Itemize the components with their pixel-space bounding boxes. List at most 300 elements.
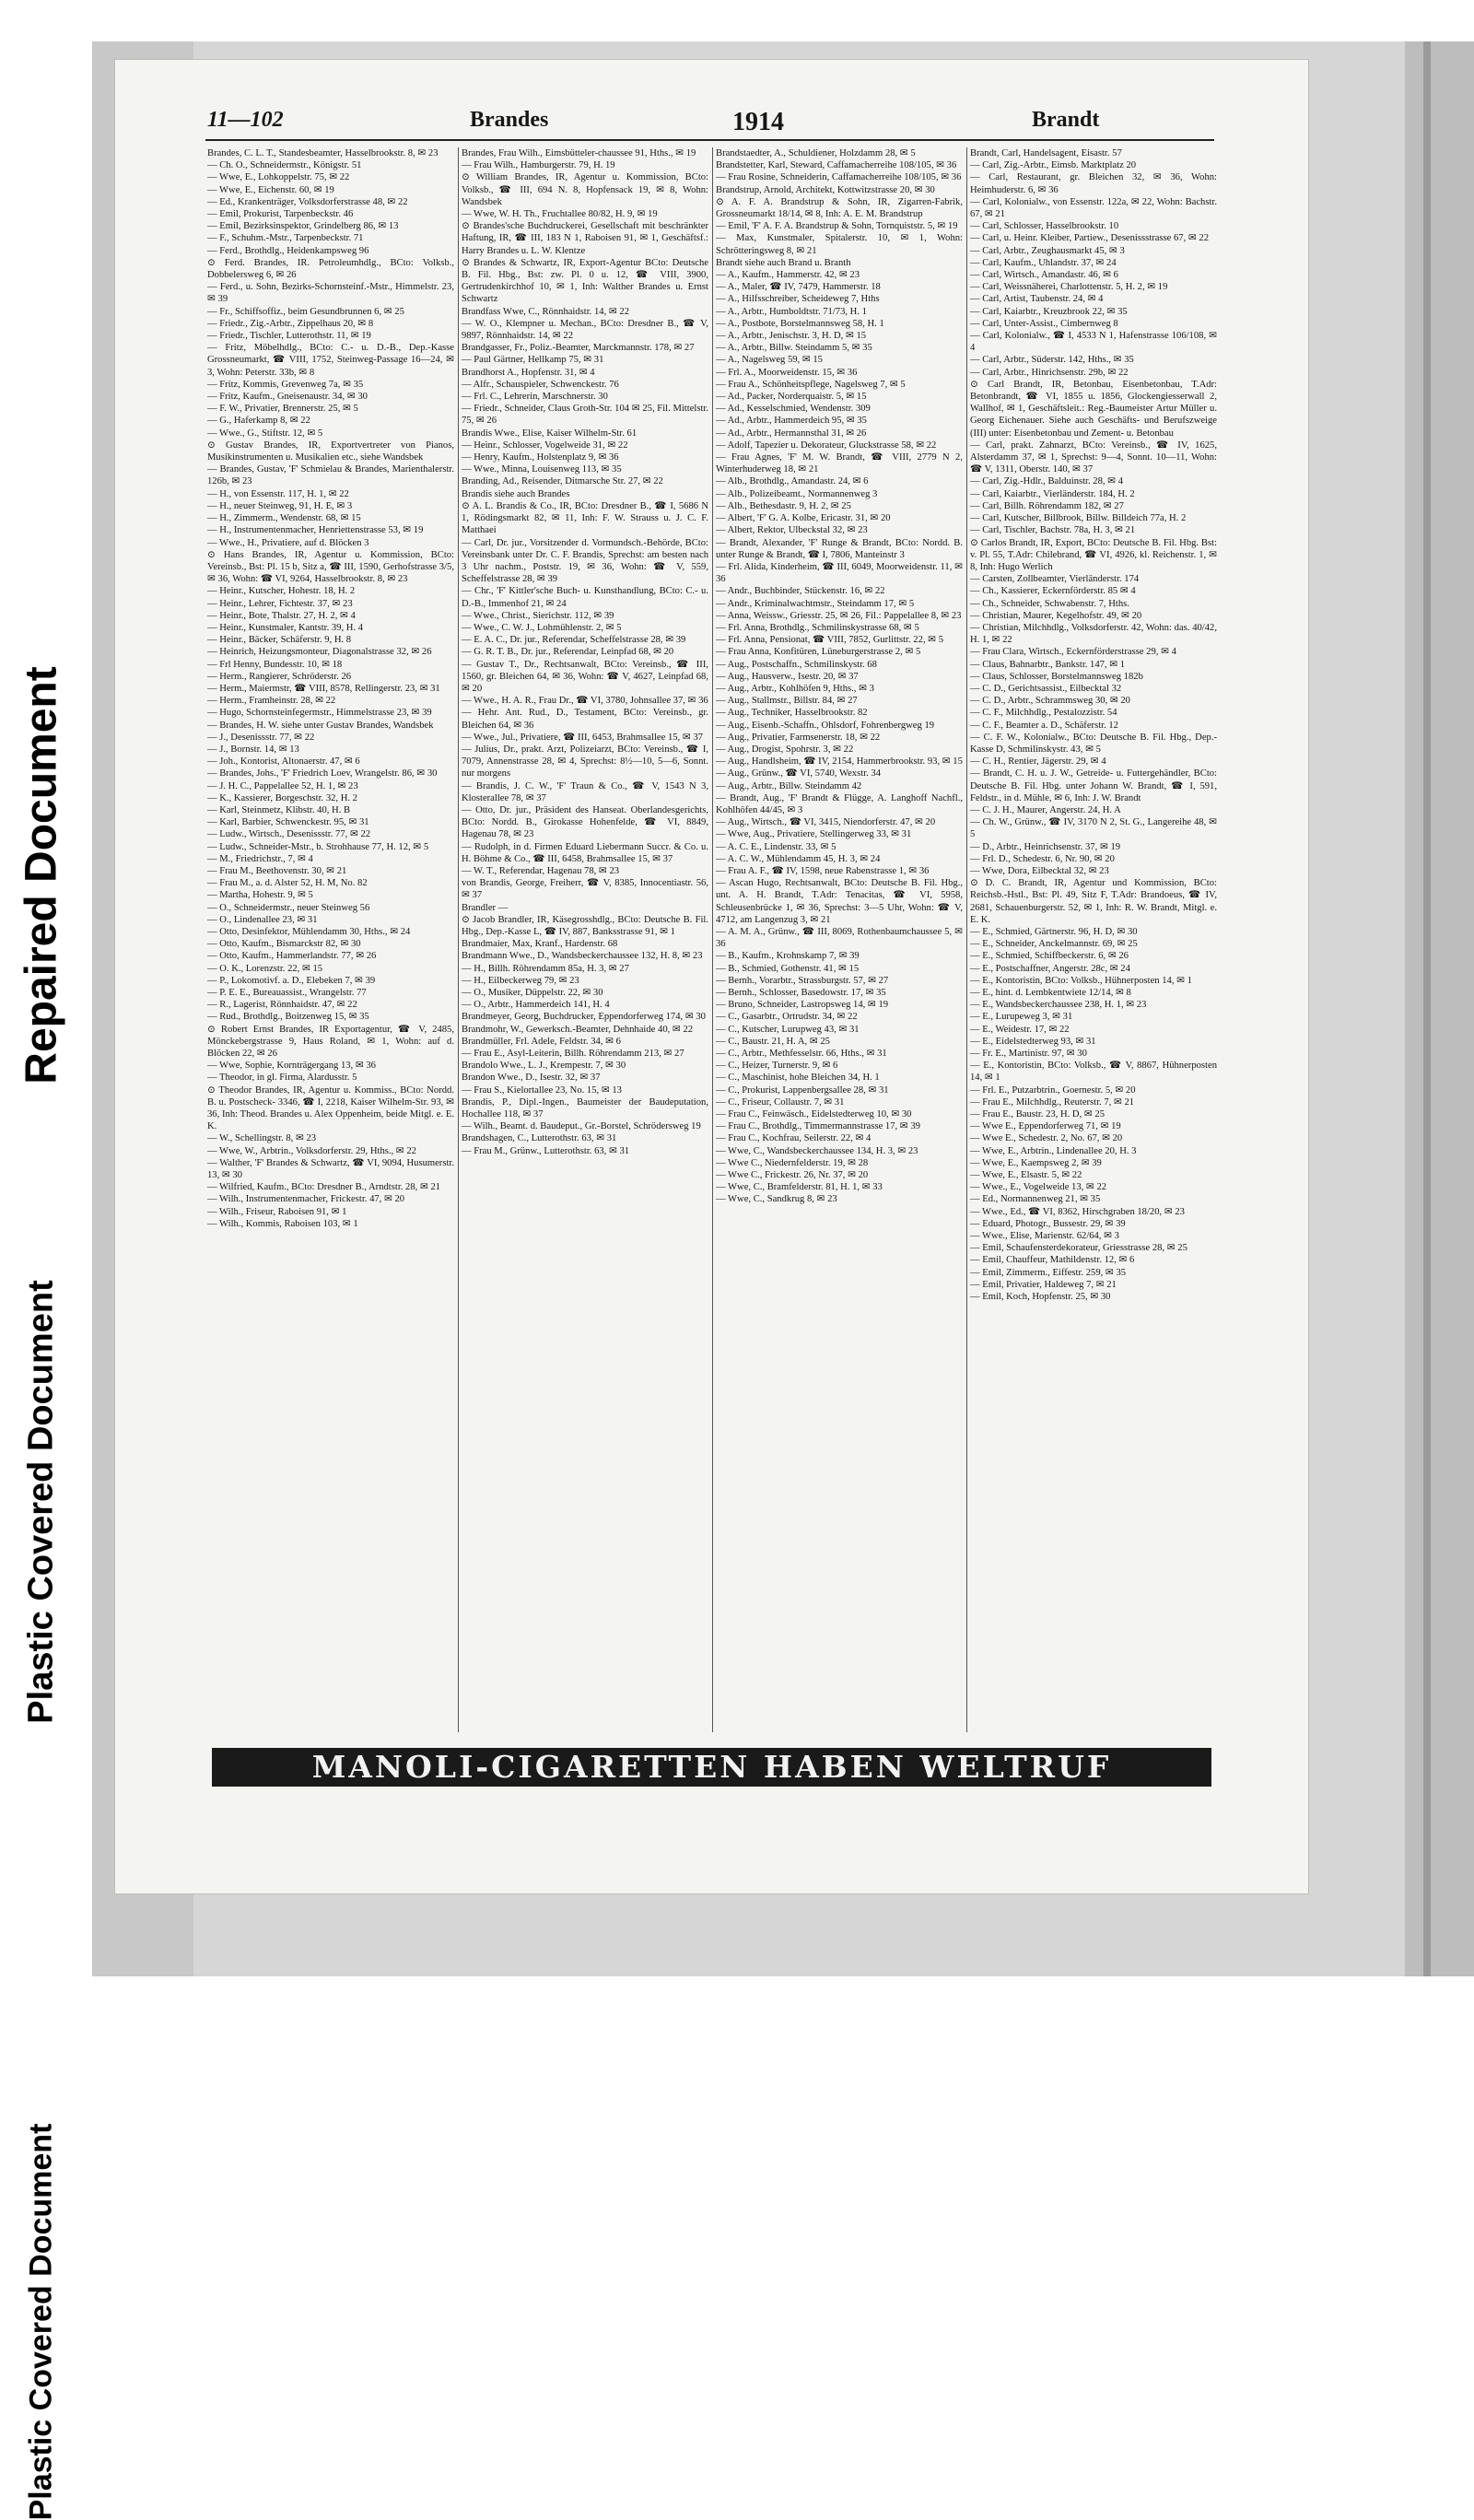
directory-entry: — R., Lagerist, Rönnhaidstr. 47, ✉ 22: [207, 1000, 357, 1011]
directory-entry: — A., Arbtr., Jenischstr. 3, H. D, ✉ 15: [716, 331, 867, 342]
directory-entry: — E., Schneider, Anckelmannstr. 69, ✉ 25: [970, 939, 1138, 950]
directory-entry: — Aug., Grünw., ☎ VI, 5740, Wexstr. 34: [716, 768, 881, 779]
directory-entry: Brandon Wwe., D., Isestr. 32, ✉ 37: [462, 1072, 601, 1084]
directory-entry: — Carl, Arbtr., Süderstr. 142, Hths., ✉ 35: [970, 355, 1134, 366]
directory-entry: Brandis Wwe., Elise, Kaiser Wilhelm-Str. 61: [462, 428, 638, 439]
directory-entry: — Friedr., Zig.-Arbtr., Zippelhaus 20, ✉ 8: [207, 318, 374, 329]
directory-entry: — Wwe., Minna, Louisenweg 113, ✉ 35: [462, 464, 622, 475]
directory-entry: — Karl, Barbier, Schwenckestr. 95, ✉ 31: [207, 817, 369, 828]
directory-entry: — Ad., Arbtr., Hermannsthal 31, ✉ 26: [716, 428, 867, 439]
directory-entry: ⊙ Carl Brandt, IR, Betonbau, Eisenbetonbau, T.Adr: Betonbrandt, ☎ VI, 1855 u. 1856, Glockengiesserwall 2, Wallhof, ✉ 1, Geschäftsleit.: Reg.-Baumeister Artur Müller u. Georg Eichenauer. Siehe auch Geschäfts- und Berufszweige (III) unter: Eisenbetonbau und Zement- u. Betonbau: [970, 379, 1217, 439]
directory-entry: — Wwe, C., Bramfelderstr. 81, H. 1, ✉ 33: [716, 1182, 883, 1193]
directory-entry: — Frl. Alida, Kinderheim, ☎ III, 6049, Moorweidenstr. 11, ✉ 36: [716, 561, 963, 585]
directory-entry: — B., Kaufm., Krohnskamp 7, ✉ 39: [716, 951, 860, 962]
directory-entry: — Frl. E., Putzarbtrin., Goernestr. 5, ✉ 20: [970, 1084, 1136, 1096]
directory-entry: — Emil, 'F' A. F. A. Brandstrup & Sohn, Tornquiststr. 5, ✉ 19: [716, 221, 958, 232]
directory-entry: — E., Schmied, Schiffbeckerstr. 6, ✉ 26: [970, 951, 1129, 962]
directory-entry: — Ad., Arbtr., Hammerdeich 95, ✉ 35: [716, 416, 867, 427]
directory-entry: — Heinr., Bote, Thalstr. 27, H. 2, ✉ 4: [207, 610, 356, 621]
directory-entry: — Wwe, W., Arbtrin., Volksdorferstr. 29, Hths., ✉ 22: [207, 1145, 416, 1156]
directory-entry: — O., Lindenallee 23, ✉ 31: [207, 914, 318, 925]
adjacent-page-edge: [1405, 41, 1474, 1976]
directory-entry: — Carl, u. Heinr. Kleiber, Partiew., Desenissstrasse 67, ✉ 22: [970, 233, 1210, 244]
directory-entry: — C., Kutscher, Lurupweg 43, ✉ 31: [716, 1024, 860, 1035]
directory-entry: — Andr., Buchbinder, Stückenstr. 16, ✉ 22: [716, 586, 885, 597]
directory-entry: — E., Weidestr. 17, ✉ 22: [970, 1024, 1070, 1035]
directory-entry: — O. K., Lorenzstr. 22, ✉ 15: [207, 963, 323, 974]
directory-entry: — Frl. Anna, Brothdlg., Schmilinskystrasse 68, ✉ 5: [716, 622, 919, 633]
directory-entry: — G., Haferkamp 8, ✉ 22: [207, 416, 310, 427]
directory-entry: — C., Maschinist, hohe Bleichen 34, H. 1: [716, 1072, 880, 1084]
directory-entry: — Brandes, Johs., 'F' Friedrich Loev, Wrangelstr. 86, ✉ 30: [207, 768, 438, 779]
directory-entry: — Wilfried, Kaufm., BCto: Dresdner B., Arndtstr. 28, ✉ 21: [207, 1182, 441, 1193]
directory-entry: — A., Arbtr., Humboldtstr. 71/73, H. 1: [716, 306, 867, 317]
directory-entry: — Frau E., Asyl-Leiterin, Billh. Röhrendamm 213, ✉ 27: [462, 1049, 684, 1060]
directory-entry: — Albert, Rektor, Ulbeckstal 32, ✉ 23: [716, 525, 868, 536]
directory-entry: — Eduard, Photogr., Bussestr. 29, ✉ 39: [970, 1218, 1126, 1229]
directory-entry: — Fr., Schiffsoffiz., beim Gesundbrunnen 6, ✉ 25: [207, 306, 404, 317]
directory-entry: — Hehr. Ant. Rud., D., Testament, BCto: Vereinsb., gr. Bleichen 64, ✉ 36: [462, 708, 708, 731]
directory-entry: — E., Wandsbeckerchaussee 238, H. 1, ✉ 23: [970, 1000, 1147, 1011]
directory-entry: — Wwe, E., Kaempsweg 2, ✉ 39: [970, 1157, 1102, 1168]
directory-entry: — Friedr., Tischler, Lutterothstr. 11, ✉ 19: [207, 331, 371, 342]
directory-entry: ⊙ A. F. A. Brandstrup & Sohn, IR, Zigarren-Fabrik, Grossneumarkt 18/14, ✉ 8, Inh: A. E. M. Brandstrup: [716, 196, 963, 220]
directory-entry: — Emil, Koch, Hopfenstr. 25, ✉ 30: [970, 1292, 1111, 1303]
directory-entry: — Wwe., H. A. R., Frau Dr., ☎ VI, 3780, Johnsallee 37, ✉ 36: [462, 696, 708, 707]
directory-entry: — Gustav T., Dr., Rechtsanwalt, BCto: Vereinsb., ☎ III, 1560, gr. Bleichen 64, ✉ 36, Wohn: ☎ V, 4627, Leinpfad 68, ✉ 20: [462, 659, 708, 694]
directory-entry: Brandshagen, C., Lutterothstr. 63, ✉ 31: [462, 1133, 617, 1144]
side-labels: [0, 666, 83, 2520]
directory-entry: — Frau S., Kielortallee 23, No. 15, ✉ 13: [462, 1084, 622, 1096]
directory-entry: Brandstrup, Arnold, Architekt, Kottwitzstrasse 20, ✉ 30: [716, 184, 935, 195]
directory-entry: — Heinr., Kunstmaler, Kantstr. 39, H. 4: [207, 622, 364, 633]
directory-entry: Brandes, Frau Wilh., Eimsbütteler-chaussee 91, Hths., ✉ 19: [462, 148, 696, 158]
directory-entry: — Wwe, Sophie, Kornträgergang 13, ✉ 36: [207, 1061, 376, 1072]
directory-entry: ⊙ Gustav Brandes, IR, Exportvertreter von Pianos, Musikinstrumenten u. Musikalien etc., siehe Wandsbek: [207, 440, 454, 463]
directory-entry: — E. A. C., Dr. jur., Referendar, Scheffelstrasse 28, ✉ 39: [462, 635, 686, 646]
directory-entry: — Wwe E., Eppendorferweg 71, ✉ 19: [970, 1121, 1121, 1132]
directory-entry: — O., Schneidermstr., neuer Steinweg 56: [207, 902, 370, 913]
directory-entry: ⊙ Theodor Brandes, IR, Agentur u. Kommiss., BCto: Nordd. B. u. Postscheck- 3346, ☎ I, 2218, Kaiser Wilhelm-Str. 93, ✉ 36, Inh: Theod. Brandes u. Alex Oppenheim, beide Mitgl. e. E. K.: [207, 1084, 454, 1132]
page-number: 11—102: [207, 108, 284, 132]
directory-entry: — A., Arbtr., Billw. Steindamm 5, ✉ 35: [716, 343, 872, 354]
directory-entry: — Heinr., Lehrer, Fichtestr. 37, ✉ 23: [207, 598, 353, 609]
directory-entry: — Wwe, W. H. Th., Fruchtallee 80/82, H. 9, ✉ 19: [462, 209, 658, 220]
directory-entry: — Frau M., a. d. Alster 52, H. M, No. 82: [207, 878, 368, 889]
directory-entry: — Wilh., Friseur, Raboisen 91, ✉ 1: [207, 1206, 347, 1217]
directory-entry: — J., Desenissstr. 77, ✉ 22: [207, 732, 315, 743]
directory-entry: — Rud., Brothdlg., Boitzenweg 15, ✉ 35: [207, 1012, 369, 1023]
directory-entry: — Aug., Techniker, Hasselbrookstr. 82: [716, 708, 868, 719]
directory-entry: — O., Musiker, Düppelstr. 22, ✉ 30: [462, 988, 603, 999]
directory-entry: — Martha, Hohestr. 9, ✉ 5: [207, 890, 313, 901]
directory-entry: — A. C. W., Mühlendamm 45, H. 3, ✉ 24: [716, 853, 881, 864]
directory-entry: — Wwe, E., Eichenstr. 60, ✉ 19: [207, 184, 334, 195]
directory-entry: — Herm., Framheinstr. 28, ✉ 22: [207, 696, 336, 707]
directory-entry: — Aug., Arbtr., Billw. Steindamm 42: [716, 780, 862, 791]
directory-entry: — A., Hilfsschreiber, Scheideweg 7, Hths: [716, 294, 880, 305]
column-2: [462, 147, 708, 1732]
directory-entry: — Heinrich, Heizungsmonteur, Diagonalstrasse 32, ✉ 26: [207, 647, 432, 658]
directory-entry: — Wwe., Elise, Marienstr. 62/64, ✉ 3: [970, 1231, 1119, 1242]
directory-entry: — M., Friedrichstr., 7, ✉ 4: [207, 853, 313, 864]
directory-entry: — Frau Anna, Konfitüren, Lüneburgerstrasse 2, ✉ 5: [716, 647, 921, 658]
directory-entry: von Brandis, George, Freiherr, ☎ V, 8385, Innocentiastr. 56, ✉ 37: [462, 878, 708, 901]
directory-entry: — E., Kontoristin, BCto: Volksb., ☎ V, 8867, Hühnerposten 14, ✉ 1: [970, 1061, 1217, 1084]
directory-entry: Brandis siehe auch Brandes: [462, 488, 570, 499]
directory-entry: — E., Postschaffner, Angerstr. 28c, ✉ 24: [970, 963, 1130, 974]
directory-entry: — H., Eilbeckerweg 79, ✉ 23: [462, 975, 579, 986]
directory-entry: — Frl. C., Lehrerin, Marschnerstr. 30: [462, 392, 608, 403]
directory-entry: — Claus, Schlosser, Borstelmannsweg 182b: [970, 671, 1143, 682]
running-head-first: Brandes: [470, 108, 549, 132]
plastic-covered-label-2: Plastic Covered Document: [23, 2123, 59, 2520]
directory-entry: — Frl Henny, Bundesstr. 10, ✉ 18: [207, 659, 343, 670]
directory-entry: — Fritz, Kaufm., Gneisenaustr. 34, ✉ 30: [207, 392, 368, 403]
directory-entry: Brandstetter, Karl, Steward, Caffamacherreihe 108/105, ✉ 36: [716, 160, 957, 171]
directory-entry: — Wwe., Ed., ☎ VI, 8362, Hirschgraben 18/20, ✉ 23: [970, 1206, 1185, 1217]
directory-entry: Brandolo Wwe., L. J., Krempestr. 7, ✉ 30: [462, 1061, 626, 1072]
directory-entry: Branding, Ad., Reisender, Ditmarsche Str. 27, ✉ 22: [462, 476, 663, 487]
directory-entry: — Hugo, Schornsteinfegermstr., Himmelstrasse 23, ✉ 39: [207, 708, 432, 719]
directory-entry: — H., von Essenstr. 117, H. 1, ✉ 22: [207, 488, 349, 499]
directory-entry: — Fr. E., Martinistr. 97, ✉ 30: [970, 1049, 1087, 1060]
directory-entry: — Christian, Milchhdlg., Volksdorferstr. 42, Wohn: das. 40/42, H. 1, ✉ 22: [970, 622, 1217, 646]
directory-entry: — Wwe., Christ., Sierichstr. 112, ✉ 39: [462, 610, 614, 621]
directory-entry: — E., Schmied, Gärtnerstr. 96, H. D, ✉ 30: [970, 927, 1138, 937]
directory-entry: — E., Kontoristin, BCto: Volksb., Hühnerposten 14, ✉ 1: [970, 975, 1192, 986]
directory-entry: — E., hint. d. Lembkentwiete 12/14, ✉ 8: [970, 988, 1131, 999]
directory-entry: — Brandes, Gustav, 'F' Schmielau & Brandes, Marienthalerstr. 126b, ✉ 23: [207, 464, 454, 487]
directory-entry: ⊙ William Brandes, IR, Agentur u. Kommission, BCto: Volksb., ☎ III, 694 N. 8, Hopfensack 19, ✉ 8, Wohn: Wandsbek: [462, 172, 708, 207]
directory-entry: — C. F., Milchhdlg., Pestalozzistr. 54: [970, 708, 1117, 719]
directory-entry: — Carl, Dr. jur., Vorsitzender d. Vormundsch.-Behörde, BCto: Vereinsbank unter Dr. C. F. Brandis, Sprechst: am besten nach 3 Uhr nachm., Poststr. 19, ✉ 36, Wohn: ☎ V, 559, Scheffelstrasse 28, ✉ 39: [462, 537, 708, 585]
directory-entry: — Bruno, Schneider, Lastropsweg 14, ✉ 19: [716, 1000, 889, 1011]
directory-entry: — Carl, Zig.-Arbtr., Eimsb. Marktplatz 20: [970, 160, 1137, 171]
directory-entry: — Aug., Arbtr., Kohlhöfen 9, Hths., ✉ 3: [716, 683, 874, 694]
column-4: [970, 147, 1217, 1732]
directory-entry: Brandstaedter, A., Schuldiener, Holzdamm 28, ✉ 5: [716, 148, 916, 158]
directory-entry: — Wilh., Instrumentenmacher, Frickestr. 47, ✉ 20: [207, 1194, 405, 1205]
directory-entry: — Wwe., C. W. J., Lohmühlenstr. 2, ✉ 5: [462, 622, 622, 633]
directory-entry: — Otto, Dr. jur., Präsident des Hanseat. Oberlandesgerichts, BCto: Nordd. B., Girokasse Hohenfelde, ☎ VI, 8849, Hagenau 78, ✉ 23: [462, 804, 708, 840]
directory-entry: — Emil, Prokurist, Tarpenbeckstr. 46: [207, 209, 354, 220]
directory-entry: — Ad., Packer, Norderquaistr. 5, ✉ 15: [716, 392, 867, 403]
directory-entry: — A., Nagelsweg 59, ✉ 15: [716, 355, 823, 366]
directory-entry: — Wwe., H., Privatiere, auf d. Blöcken 3: [207, 537, 369, 548]
directory-entry: — Ed., Normannenweg 21, ✉ 35: [970, 1194, 1101, 1205]
directory-entry: — Paul Gärtner, Hellkamp 75, ✉ 31: [462, 355, 604, 366]
directory-entry: — Frau C., Feinwäsch., Eidelstedterweg 10, ✉ 30: [716, 1109, 912, 1120]
directory-entry: — Ludw., Wirtsch., Desenissstr. 77, ✉ 22: [207, 829, 371, 840]
directory-entry: — Otto, Desinfektor, Mühlendamm 30, Hths., ✉ 24: [207, 927, 411, 937]
directory-entry: — Wwe., G., Stiftstr. 12, ✉ 5: [207, 428, 323, 439]
directory-entry: — Carl, prakt. Zahnarzt, BCto: Vereinsb., ☎ IV, 1625, Alsterdamm 37, ✉ 1, Sprechst: 9—4, Sonnt. 10—11, Wohn: ☎ V, 1311, Oberstr. 140, ✉ 37: [970, 440, 1217, 475]
directory-entry: — Ferd., Brothdlg., Heidenkampsweg 96: [207, 245, 369, 256]
directory-entry: — D., Arbtr., Heinrichsenstr. 37, ✉ 19: [970, 841, 1121, 852]
directory-entry: — O., Arbtr., Hammerdeich 141, H. 4: [462, 1000, 610, 1011]
directory-entry: Brandmaier, Max, Kranf., Hardenstr. 68: [462, 939, 618, 950]
directory-entry: — Ludw., Schneider-Mstr., b. Strohhause 77, H. 12, ✉ 5: [207, 841, 429, 852]
directory-entry: — Carl, Weissnäherei, Charlottenstr. 5, H. 2, ✉ 19: [970, 282, 1168, 293]
directory-entry: — C., Heizer, Turnerstr. 9, ✉ 6: [716, 1061, 838, 1072]
directory-entry: — H., neuer Steinweg, 91, H. E, ✉ 3: [207, 500, 353, 511]
directory-entry: — W. O., Klempner u. Mechan., BCto: Dresdner B., ☎ V, 9897, Rönnhaidstr. 14, ✉ 22: [462, 318, 708, 342]
directory-entry: — Carl, Zig.-Hdlr., Balduinstr. 28, ✉ 4: [970, 476, 1124, 487]
directory-entry: — G. R. T. B., Dr. jur., Referendar, Leinpfad 68, ✉ 20: [462, 647, 674, 658]
directory-entry: — E., Eidelstedterweg 93, ✉ 31: [970, 1036, 1096, 1047]
directory-entry: — Wwe C., Niedernfelderstr. 19, ✉ 28: [716, 1157, 869, 1168]
directory-entry: — Heinr., Schlosser, Vogelweide 31, ✉ 22: [462, 440, 628, 451]
directory-entry: — Wwe C., Frickestr. 26, Nr. 37, ✉ 20: [716, 1170, 869, 1181]
directory-entry: — H., Billh. Röhrendamm 85a, H. 3, ✉ 27: [462, 963, 629, 974]
directory-entry: Brandhorst A., Hopfenstr. 31, ✉ 4: [462, 367, 595, 378]
directory-entry: — Carl, Arbtr., Zeughausmarkt 45, ✉ 3: [970, 245, 1125, 256]
directory-entry: — Brandes, H. W. siehe unter Gustav Brandes, Wandsbek: [207, 720, 434, 731]
directory-entry: — Frau Wilh., Hamburgerstr. 79, H. 19: [462, 160, 615, 171]
directory-entry: — Henry, Kaufm., Holstenplatz 9, ✉ 36: [462, 452, 619, 463]
directory-columns: [207, 147, 1216, 1732]
directory-entry: — Alfr., Schauspieler, Schwenckestr. 76: [462, 379, 619, 390]
directory-entry: — A. C. E., Lindenstr. 33, ✉ 5: [716, 841, 836, 852]
directory-entry: — F., Schuhm.-Mstr., Tarpenbeckstr. 71: [207, 233, 364, 244]
directory-entry: — Wwe, E., Arbtrin., Lindenallee 20, H. 3: [970, 1145, 1137, 1156]
page-header: [207, 108, 1221, 135]
directory-entry: — Frau M., Grünw., Lutterothstr. 63, ✉ 31: [462, 1145, 630, 1156]
directory-entry: — Frau Clara, Wirtsch., Eckernförderstrasse 29, ✉ 4: [970, 647, 1176, 658]
directory-entry: — C., Gasarbtr., Ortrudstr. 34, ✉ 22: [716, 1012, 858, 1023]
directory-entry: — Carl, Tischler, Bachstr. 78a, H. 3, ✉ 21: [970, 525, 1136, 536]
directory-entry: — Otto, Kaufm., Bismarckstr 82, ✉ 30: [207, 939, 361, 950]
directory-entry: — Carl, Wirtsch., Amandastr. 46, ✉ 6: [970, 270, 1118, 281]
directory-entry: — Wwe., Jul., Privatiere, ☎ III, 6453, Brahmsallee 15, ✉ 37: [462, 732, 703, 743]
directory-entry: — Carl, Kaiarbtr., Vierländerstr. 184, H. 2: [970, 488, 1135, 499]
directory-entry: — Heinr., Kutscher, Hohestr. 18, H. 2: [207, 586, 356, 597]
directory-entry: ⊙ D. C. Brandt, IR, Agentur und Kommission, BCto: Reichsb.-Hstl., Bst: Pl. 49, Sitz F, T.Adr: Brandoeus, ☎ IV, 2681, Schauenburgerstr. 52, ✉ 1, Inh: R. W. Brandt, Mitgl. e. E. K.: [970, 878, 1217, 925]
directory-entry: — Ch., Kassierer, Eckernförderstr. 85 ✉ 4: [970, 586, 1136, 597]
directory-entry: — Friedr., Schneider, Claus Groth-Str. 104 ✉ 25, Fil. Mittelstr. 75, ✉ 26: [462, 404, 708, 427]
directory-entry: — C., Prokurist, Lappenbergsallee 28, ✉ 31: [716, 1084, 889, 1096]
directory-entry: — A. M. A., Grünw., ☎ III, 8069, Rothenbaumchaussee 5, ✉ 36: [716, 927, 963, 950]
directory-entry: — Frl. A., Moorweidenstr. 15, ✉ 36: [716, 367, 858, 378]
directory-entry: — Karl, Steinmetz, Klibstr. 40, H. B: [207, 804, 351, 815]
directory-entry: — Aug., Eisenb.-Schaffn., Ohlsdorf, Fohrenbergweg 19: [716, 720, 935, 731]
directory-entry: ⊙ Jacob Brandler, IR, Käsegrosshdlg., BCto: Deutsche B. Fil. Hbg., Dep.-Kasse L, ☎ IV, 887, Banksstrasse 91, ✉ 1: [462, 914, 708, 937]
directory-entry: — Albert, 'F' G. A. Kolbe, Ericastr. 31, ✉ 20: [716, 513, 891, 524]
directory-entry: Brandis, P., Dipl.-Ingen., Baumeister der Baudeputation, Hochallee 118, ✉ 37: [462, 1096, 708, 1120]
directory-entry: Brandmann Wwe., D., Wandsbeckerchaussee 132, H. 8, ✉ 23: [462, 951, 703, 962]
directory-entry: — C. D., Arbtr., Schrammsweg 30, ✉ 20: [970, 696, 1130, 707]
directory-entry: — Carl, Kolonialw., von Essenstr. 122a, ✉ 22, Wohn: Bachstr. 67, ✉ 21: [970, 196, 1217, 220]
directory-entry: — Ch., Schneider, Schwabenstr. 7, Hths.: [970, 598, 1129, 609]
directory-entry: ⊙ Hans Brandes, IR, Agentur u. Kommission, BCto: Vereinsb., Bst: Pl. 15 b, Sitz a, ☎ III, 1590, Gerhofstrasse 3/5, ✉ 36, Wohn: ☎ VI, 9264, Hasselbrookstr. 8, ✉ 23: [207, 549, 454, 585]
directory-entry: ⊙ Carlos Brandt, IR, Export, BCto: Deutsche B. Fil. Hbg. Bst: v. Pl. 55, T.Adr: Chilebrand, ☎ VI, 4926, kl. Reichenstr. 1, ✉ 8, Inh: Hugo Werlich: [970, 537, 1217, 572]
directory-entry: — Carl, Arbtr., Hinrichsenstr. 29b, ✉ 22: [970, 367, 1129, 378]
directory-entry: Brandt, Carl, Handelsagent, Eisastr. 57: [970, 148, 1122, 158]
directory-entry: — Herm., Maiermstr, ☎ VIII, 8578, Rellingerstr. 23, ✉ 31: [207, 683, 440, 694]
directory-entry: — C. H., Rentier, Jägerstr. 29, ✉ 4: [970, 756, 1106, 768]
directory-entry: — Carsten, Zollbeamter, Vierländerstr. 174: [970, 574, 1140, 585]
directory-entry: Brandes, C. L. T., Standesbeamter, Hasselbrookstr. 8, ✉ 23: [207, 148, 439, 158]
directory-entry: — Otto, Kaufm., Hammerlandstr. 77, ✉ 26: [207, 951, 377, 962]
directory-entry: — Wwe, Dora, Eilbecktal 32, ✉ 23: [970, 865, 1109, 876]
directory-entry: — Emil, Zimmerm., Eiffestr. 259, ✉ 35: [970, 1267, 1127, 1278]
directory-entry: — H., Instrumentenmacher, Henriettenstrasse 53, ✉ 19: [207, 525, 424, 536]
repaired-document-label: Repaired Document: [17, 666, 66, 1084]
directory-entry: Brandmohr, W., Gewerksch.-Beamter, Dehnhaide 40, ✉ 22: [462, 1024, 694, 1035]
directory-entry: — W. T., Referendar, Hagenau 78, ✉ 23: [462, 865, 620, 876]
directory-entry: — Heinr., Bäcker, Schäferstr. 9, H. 8: [207, 635, 352, 646]
directory-entry: — Emil, Chauffeur, Mathildenstr. 12, ✉ 6: [970, 1255, 1135, 1266]
directory-entry: — Wwe, Aug., Privatiere, Stellingerweg 33, ✉ 31: [716, 829, 912, 840]
directory-entry: — K., Kassierer, Borgeschstr. 32, H. 2: [207, 792, 357, 803]
directory-entry: — Julius, Dr., prakt. Arzt, Polizeiarzt, BCto: Vereinsb., ☎ I, 7079, Annenstrasse 28, ✉ 4, Sprechst: 8½—10, 5—6, Sonnt. nur morgens: [462, 744, 708, 779]
directory-entry: — Carl, Unter-Assist., Cimbernweg 8: [970, 318, 1118, 329]
directory-entry: — Theodor, in gl. Firma, Alardusstr. 5: [207, 1072, 357, 1084]
directory-entry: — Frau E., Milchhdlg., Reuterstr. 7, ✉ 21: [970, 1096, 1135, 1108]
directory-entry: — Carl, Kolonialw., ☎ I, 4533 N 1, Hafenstrasse 106/108, ✉ 4: [970, 331, 1217, 354]
directory-entry: — Carl, Artist, Taubenstr. 24, ✉ 4: [970, 294, 1104, 305]
directory-entry: — Brandt, Aug., 'F' Brandt & Flügge, A. Langhoff Nachfl., Kohlhöfen 44/45, ✉ 3: [716, 792, 963, 815]
directory-entry: — H., Zimmerm., Wendenstr. 68, ✉ 15: [207, 513, 361, 524]
directory-entry: — W., Schellingstr. 8, ✉ 23: [207, 1133, 317, 1144]
directory-entry: — Wwe E., Schedestr. 2, No. 67, ✉ 20: [970, 1133, 1123, 1144]
directory-entry: — Ch. O., Schneidermstr., Königstr. 51: [207, 160, 362, 171]
directory-entry: — Carl, Schlosser, Hasselbrookstr. 10: [970, 221, 1119, 232]
directory-entry: — C., Arbtr., Methfesselstr. 66, Hths., ✉ 31: [716, 1049, 887, 1060]
directory-entry: Brandler —: [462, 902, 509, 913]
directory-entry: — Anna, Weissw., Griesstr. 25, ✉ 26, Fil.: Pappelallee 8, ✉ 23: [716, 610, 962, 621]
directory-entry: — Ch. W., Grünw., ☎ IV, 3170 N 2, St. G., Langereihe 48, ✉ 5: [970, 817, 1217, 840]
directory-entry: — Ed., Krankenträger, Volksdorferstrasse 48, ✉ 22: [207, 196, 408, 207]
directory-entry: — Bernh., Schlosser, Basedowstr. 17, ✉ 35: [716, 988, 886, 999]
directory-entry: — Wwe, C., Wandsbeckerchaussee 134, H. 3, ✉ 23: [716, 1145, 918, 1156]
directory-entry: — Brandis, J. C. W., 'F' Traun & Co., ☎ V, 1543 N 3, Klosterallee 78, ✉ 37: [462, 780, 708, 803]
directory-entry: ⊙ A. L. Brandis & Co., IR, BCto: Dresdner B., ☎ I, 5686 N 1, Rödingsmarkt 82, ✉ 11, Inh: F. W. Strauss u. J. C. F. Matthaei: [462, 500, 708, 536]
column-3: [716, 147, 963, 1732]
directory-entry: — Aug., Postschaffn., Schmilinskystr. 68: [716, 659, 877, 670]
directory-entry: — Max, Kunstmaler, Spitalerstr. 10, ✉ 1, Wohn: Schrötteringsweg 8, ✉ 21: [716, 233, 963, 256]
directory-entry: — Joh., Kontorist, Altonaerstr. 47, ✉ 6: [207, 756, 360, 768]
directory-entry: — Ad., Kesselschmied, Wendenstr. 309: [716, 404, 871, 415]
directory-entry: — C. J. H., Maurer, Angerstr. 24, H. A: [970, 804, 1121, 815]
directory-entry: — Frau Agnes, 'F' M. W. Brandt, ☎ VIII, 2779 N 2, Winterhuderweg 18, ✉ 21: [716, 452, 963, 475]
directory-entry: — F. W., Privatier, Brennerstr. 25, ✉ 5: [207, 404, 358, 415]
directory-entry: — P. E. E., Bureauassist., Wrangelstr. 77: [207, 988, 367, 999]
column-divider: [712, 147, 713, 1732]
directory-entry: Brandt siehe auch Brand u. Branth: [716, 257, 851, 268]
directory-entry: — Brandt, Alexander, 'F' Runge & Brandt, BCto: Nordd. B. unter Runge & Brandt, ☎ I, 7806, Manteinstr 3: [716, 537, 963, 560]
directory-entry: — J. H. C., Pappelallee 52, H. 1, ✉ 23: [207, 780, 358, 791]
running-head-last: Brandt: [1032, 108, 1100, 132]
directory-entry: ⊙ Brandes'sche Buchdruckerei, Gesellschaft mit beschränkter Haftung, IR, ☎ III, 183 N 1, Raboisen 91, ✉ 1, Geschäftsf.: Harry Brandes u. L. W. Klentze: [462, 221, 708, 256]
directory-entry: — Aug., Wirtsch., ☎ VI, 3415, Niendorferstr. 47, ✉ 20: [716, 817, 936, 828]
directory-entry: — C. D., Gerichtsassist., Eilbecktal 32: [970, 683, 1122, 694]
directory-entry: — A., Postbote, Borstelmannsweg 58, H. 1: [716, 318, 884, 329]
directory-entry: — Wwe., E., Vogelweide 13, ✉ 22: [970, 1182, 1107, 1193]
directory-entry: — C., Friseur, Collaustr. 7, ✉ 31: [716, 1096, 845, 1108]
directory-entry: — B., Schmied, Gothenstr. 41, ✉ 15: [716, 963, 860, 974]
directory-entry: — Fritz, Möbelhdlg., BCto: C.- u. D.-B., Dep.-Kasse Grossneumarkt, ☎ VIII, 1752, Steinweg-Passage 16—24, ✉ 3, Wohn: Peterstr. 33b, ✉ 8: [207, 343, 454, 378]
directory-entry: — Frau C., Kochfrau, Seilerstr. 22, ✉ 4: [716, 1133, 872, 1144]
directory-entry: — Carl, Kaufm., Uhlandstr. 37, ✉ 24: [970, 257, 1117, 268]
directory-entry: — Ferd., u. Sohn, Bezirks-Schornsteinf.-Mstr., Himmelstr. 23, ✉ 39: [207, 282, 454, 305]
directory-entry: — Carl, Billh. Röhrendamm 182, ✉ 27: [970, 500, 1124, 511]
directory-entry: — Rudolph, in d. Firmen Eduard Liebermann Succr. & Co. u. H. Böhme & Co., ☎ III, 6458, Brahmsallee 15, ✉ 37: [462, 841, 708, 864]
directory-entry: — Bernh., Vorarbtr., Strassburgstr. 57, ✉ 27: [716, 975, 889, 986]
directory-entry: — Fritz, Kommis, Grevenweg 7a, ✉ 35: [207, 379, 364, 390]
directory-entry: — Frau M., Beethovenstr. 30, ✉ 21: [207, 865, 347, 876]
plastic-covered-label: Plastic Covered Document: [21, 1280, 61, 1724]
directory-entry: ⊙ Robert Ernst Brandes, IR Exportagentur, ☎ V, 2485, Mönckebergstrasse 9, Haus Roland, ✉ 1, Wohn: auf d. Blöcken 22, ✉ 26: [207, 1024, 454, 1060]
directory-entry: — Carl, Kutscher, Billbrook, Billw. Billdeich 77a, H. 2: [970, 513, 1187, 524]
directory-entry: — Adolf, Tapezier u. Dekorateur, Gluckstrasse 58, ✉ 22: [716, 440, 937, 451]
directory-entry: — Walther, 'F' Brandes & Schwartz, ☎ VI, 9094, Husumerstr. 13, ✉ 30: [207, 1157, 454, 1181]
directory-entry: — Frl. Anna, Pensionat, ☎ VIII, 7852, Gurlittstr. 22, ✉ 5: [716, 635, 943, 646]
directory-entry: — Carl, Kaiarbtr., Kreuzbrook 22, ✉ 35: [970, 306, 1128, 317]
directory-entry: — Alb., Polizeibeamt., Normannenweg 3: [716, 488, 878, 499]
directory-entry: — Christian, Maurer, Kegelhofstr. 49, ✉ 20: [970, 610, 1142, 621]
directory-entry: — C. F. W., Kolonialw., BCto: Deutsche B. Fil. Hbg., Dep.-Kasse D, Schmilinskystr. 43, ✉ 5: [970, 732, 1217, 755]
directory-entry: — Wwe, E., Elsastr. 5, ✉ 22: [970, 1170, 1082, 1181]
adjacent-page-gutter: [1423, 41, 1431, 1976]
directory-entry: — Andr., Kriminalwachtmstr., Steindamm 17, ✉ 5: [716, 598, 915, 609]
column-divider: [966, 147, 967, 1732]
directory-entry: — Aug., Handlsheim, ☎ IV, 2154, Hammerbrookstr. 93, ✉ 15: [716, 756, 963, 768]
directory-entry: Brandmeyer, Georg, Buchdrucker, Eppendorferweg 174, ✉ 30: [462, 1012, 706, 1023]
column-divider: [458, 147, 459, 1732]
header-rule: [205, 139, 1214, 141]
directory-entry: — Claus, Bahnarbtr., Bankstr. 147, ✉ 1: [970, 659, 1126, 670]
directory-entry: — Brandt, C. H. u. J. W., Getreide- u. Futtergehändler, BCto: Deutsche B. Fil. Hbg. unter Johann W. Brandt, ☎ I, 591, Feldstr., in d. Mühle, ✉ 6, Inh: J. W. Brandt: [970, 768, 1217, 803]
directory-entry: — Frau A. F., ☎ IV, 1598, neue Rabenstrasse 1, ✉ 36: [716, 865, 930, 876]
directory-entry: ⊙ Brandes & Schwartz, IR, Export-Agentur BCto: Deutsche B. Fil. Hbg., Bst: zw. Pl. 0 u. 12, ☎ VIII, 3900, Gertrudenkirchhof 10, ✉ 1, Inh: Walther Brandes u. Ernst Schwartz: [462, 257, 708, 305]
directory-entry: — Frau A., Schönheitspflege, Nagelsweg 7, ✉ 5: [716, 379, 906, 390]
directory-entry: — C., Baustr. 21, H. A, ✉ 25: [716, 1036, 830, 1047]
advertising-banner: MANOLI-CIGARETTEN HABEN WELTRUF: [212, 1748, 1211, 1787]
directory-entry: Brandfass Wwe, C., Rönnhaidstr. 14, ✉ 22: [462, 306, 629, 317]
directory-entry: — Alb., Bethesdastr. 9, H. 2, ✉ 25: [716, 500, 851, 511]
directory-entry: — Emil, Schaufensterdekorateur, Griesstrasse 28, ✉ 25: [970, 1243, 1187, 1254]
directory-entry: — A., Maler, ☎ IV, 7479, Hammerstr. 18: [716, 282, 881, 293]
directory-entry: — E., Lurupeweg 3, ✉ 31: [970, 1012, 1073, 1023]
directory-entry: Brandmüller, Frl. Adele, Feldstr. 34, ✉ 6: [462, 1036, 621, 1047]
directory-entry: Brandgasser, Fr., Poliz.-Beamter, Marckmannstr. 178, ✉ 27: [462, 343, 695, 354]
directory-entry: — Ascan Hugo, Rechtsanwalt, BCto: Deutsche B. Fil. Hbg., unt. A. H. Brandt, T.Adr: Tenacitas, ☎ VI, 5958, Schleusenbrücke 1, ✉ 36, Sprechst: 3—5 Uhr, Wohn: ☎ V, 4712, am Langenzug 3, ✉ 21: [716, 878, 963, 925]
directory-entry: — J., Bornstr. 14, ✉ 13: [207, 744, 299, 755]
directory-entry: — Frau E., Baustr. 23, H. D, ✉ 25: [970, 1109, 1105, 1120]
directory-entry: — Frau Rosine, Schneiderin, Caffamacherreihe 108/105, ✉ 36: [716, 172, 962, 183]
directory-entry: — Aug., Stallmstr., Billstr. 84, ✉ 27: [716, 696, 858, 707]
directory-entry: — Wilh., Beamt. d. Baudeput., Gr.-Borstel, Schrödersweg 19: [462, 1121, 701, 1132]
directory-entry: — C. F., Beamter a. D., Schäferstr. 12: [970, 720, 1118, 731]
directory-entry: — Frau C., Brothdlg., Timmermannstrasse 17, ✉ 39: [716, 1121, 920, 1132]
directory-page: [115, 60, 1308, 1893]
directory-entry: — Aug., Privatier, Farmsenerstr. 18, ✉ 22: [716, 732, 881, 743]
directory-entry: — P., Lokomotivf. a. D., Elebeken 7, ✉ 39: [207, 975, 376, 986]
directory-entry: — Wilh., Kommis, Raboisen 103, ✉ 1: [207, 1218, 358, 1229]
directory-entry: — Carl, Restaurant, gr. Bleichen 32, ✉ 36, Wohn: Heimhuderstr. 6, ✉ 36: [970, 172, 1217, 195]
directory-entry: — Emil, Bezirksinspektor, Grindelberg 86, ✉ 13: [207, 221, 399, 232]
directory-entry: — Wwe, E., Lohkoppelstr. 75, ✉ 22: [207, 172, 350, 183]
directory-entry: — Emil, Privatier, Haldeweg 7, ✉ 21: [970, 1279, 1117, 1290]
directory-entry: — Frl. D., Schedestr. 6, Nr. 90, ✉ 20: [970, 853, 1115, 864]
directory-entry: — A., Kaufm., Hammerstr. 42, ✉ 23: [716, 270, 860, 281]
directory-entry: — Aug., Hausverw., Isestr. 20, ✉ 37: [716, 671, 859, 682]
directory-entry: — Alb., Brothdlg., Amandastr. 24, ✉ 6: [716, 476, 869, 487]
column-1: [207, 147, 454, 1732]
directory-entry: — Herm., Rangierer, Schröderstr. 26: [207, 671, 352, 682]
